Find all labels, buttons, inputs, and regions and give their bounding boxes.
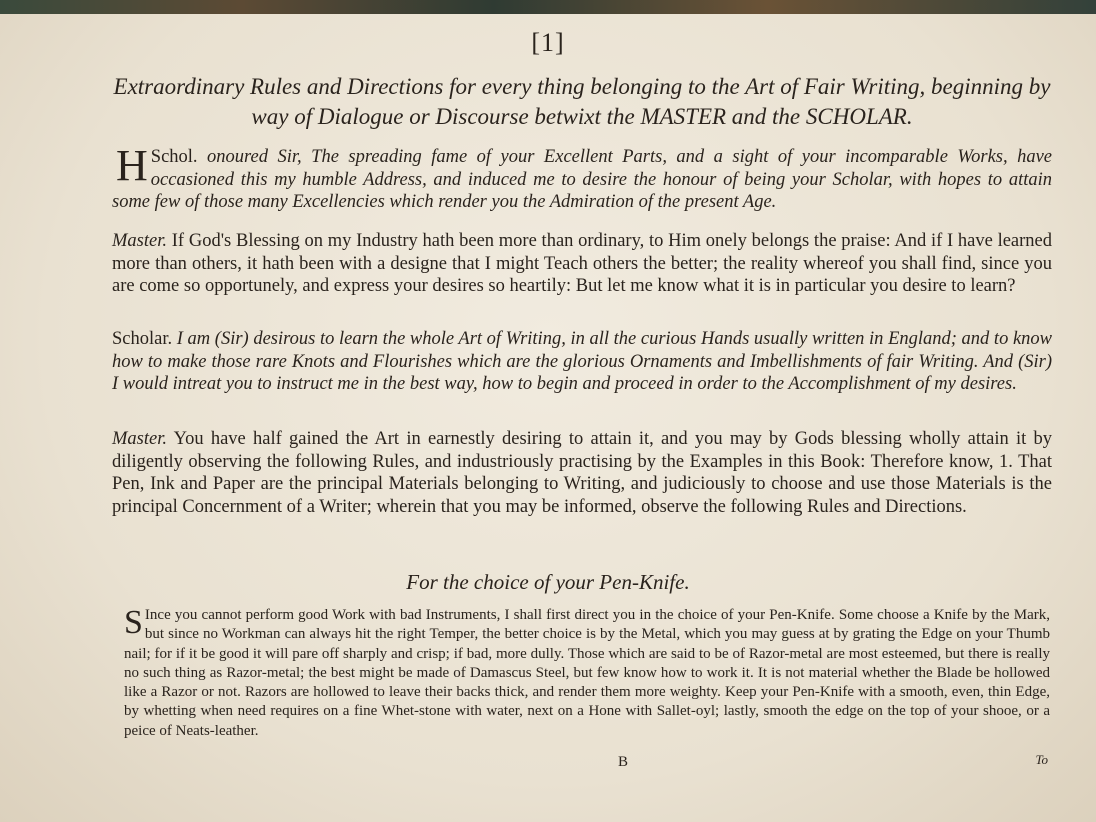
speaker-label: Master.	[112, 231, 167, 251]
speaker-label: Scholar.	[112, 329, 173, 349]
book-page	[0, 14, 1096, 822]
signature-mark: B	[618, 754, 629, 770]
speaker-label: Schol.	[150, 147, 198, 167]
paragraph-text: onoured Sir, The spreading fame of your Excellent Parts, and a sight of your incomparable Works, have occasioned this my humble Address, and induced me to desire the honour of being your Scholar, with hopes to attain some few of those many Excellencies which render you the Admiration of the present Age.	[112, 147, 1053, 212]
master-paragraph-2	[112, 428, 1052, 518]
master-paragraph-1	[112, 230, 1052, 298]
paragraph-text: I am (Sir) desirous to learn the whole Art of Writing, in all the curious Hands usually written in England; and to know how to make those rare Knots and Flourishes which are the glorious Ornaments and Imbellishments of fair Writing. And (Sir) I would intreat you to instruct me in the best way, how to begin and proceed in order to the Accomplishment of my desires.	[112, 329, 1052, 394]
drop-cap-h: H	[116, 141, 148, 190]
pen-knife-paragraph	[124, 606, 1050, 741]
scholar-paragraph-2	[112, 328, 1052, 396]
scholar-paragraph-1	[112, 141, 1053, 214]
catchword: To	[1035, 752, 1048, 767]
page-title: Extraordinary Rules and Directions for every thing belonging to the Art of Fair Writing, beginning by way of Dialogue or Discourse betwixt the MASTER and the SCHOLAR.	[113, 74, 1051, 129]
section-heading: For the choice of your Pen-Knife.	[406, 570, 690, 594]
page-number: [1]	[531, 28, 565, 57]
paragraph-text: If God's Blessing on my Industry hath been more than ordinary, to Him onely belongs the praise: And if I have learned more than others, it hath been with a designe that I might Teach others the better; the reality whereof you shall find, since you are come so opportunely, and express your desires so heartily: But let me know what it is in particular you desire to learn?	[112, 231, 1053, 296]
speaker-label: Master.	[112, 429, 167, 449]
paragraph-text: You have half gained the Art in earnestly desiring to attain it, and you may by Gods blessing wholly attain it by diligently observing the following Rules, and industriously practising by the Examples in this Book: Therefore know, 1. That Pen, Ink and Paper are the principal Materials belonging to Writing, and judiciously to choose and use those Materials is the principal Concernment of a Writer; wherein that you may be informed, observe the following Rules and Directions.	[112, 429, 1052, 517]
drop-cap-s: S	[124, 604, 143, 641]
paragraph-text: Ince you cannot perform good Work with bad Instruments, I shall first direct you in the choice of your Pen-Knife. Some choose a Knife by the Mark, but since no Workman can always hit the right Temper, the better choice is by the Metal, which you may guess at by grating the Edge on your Thumb nail; for if it be good it will pare off sharply and crisp; if bad, more dully. Those which are said to be of Razor-metal are most esteemed, but there is really no such thing as Razor-metal; the best might be made of Damascus Steel, but few know how to work it. It is not material whether the Blade be hollowed like a Razor or not. Razors are hollowed to leave their backs thick, and render them more weighty. Keep your Pen-Knife with a smooth, even, thin Edge, by whetting when need requires on a fine Whet-stone with water, next on a Hone with Sallet-oyl; lastly, smooth the edge on the top of your shooe, or a peice of Neats-leather.	[124, 607, 1050, 739]
